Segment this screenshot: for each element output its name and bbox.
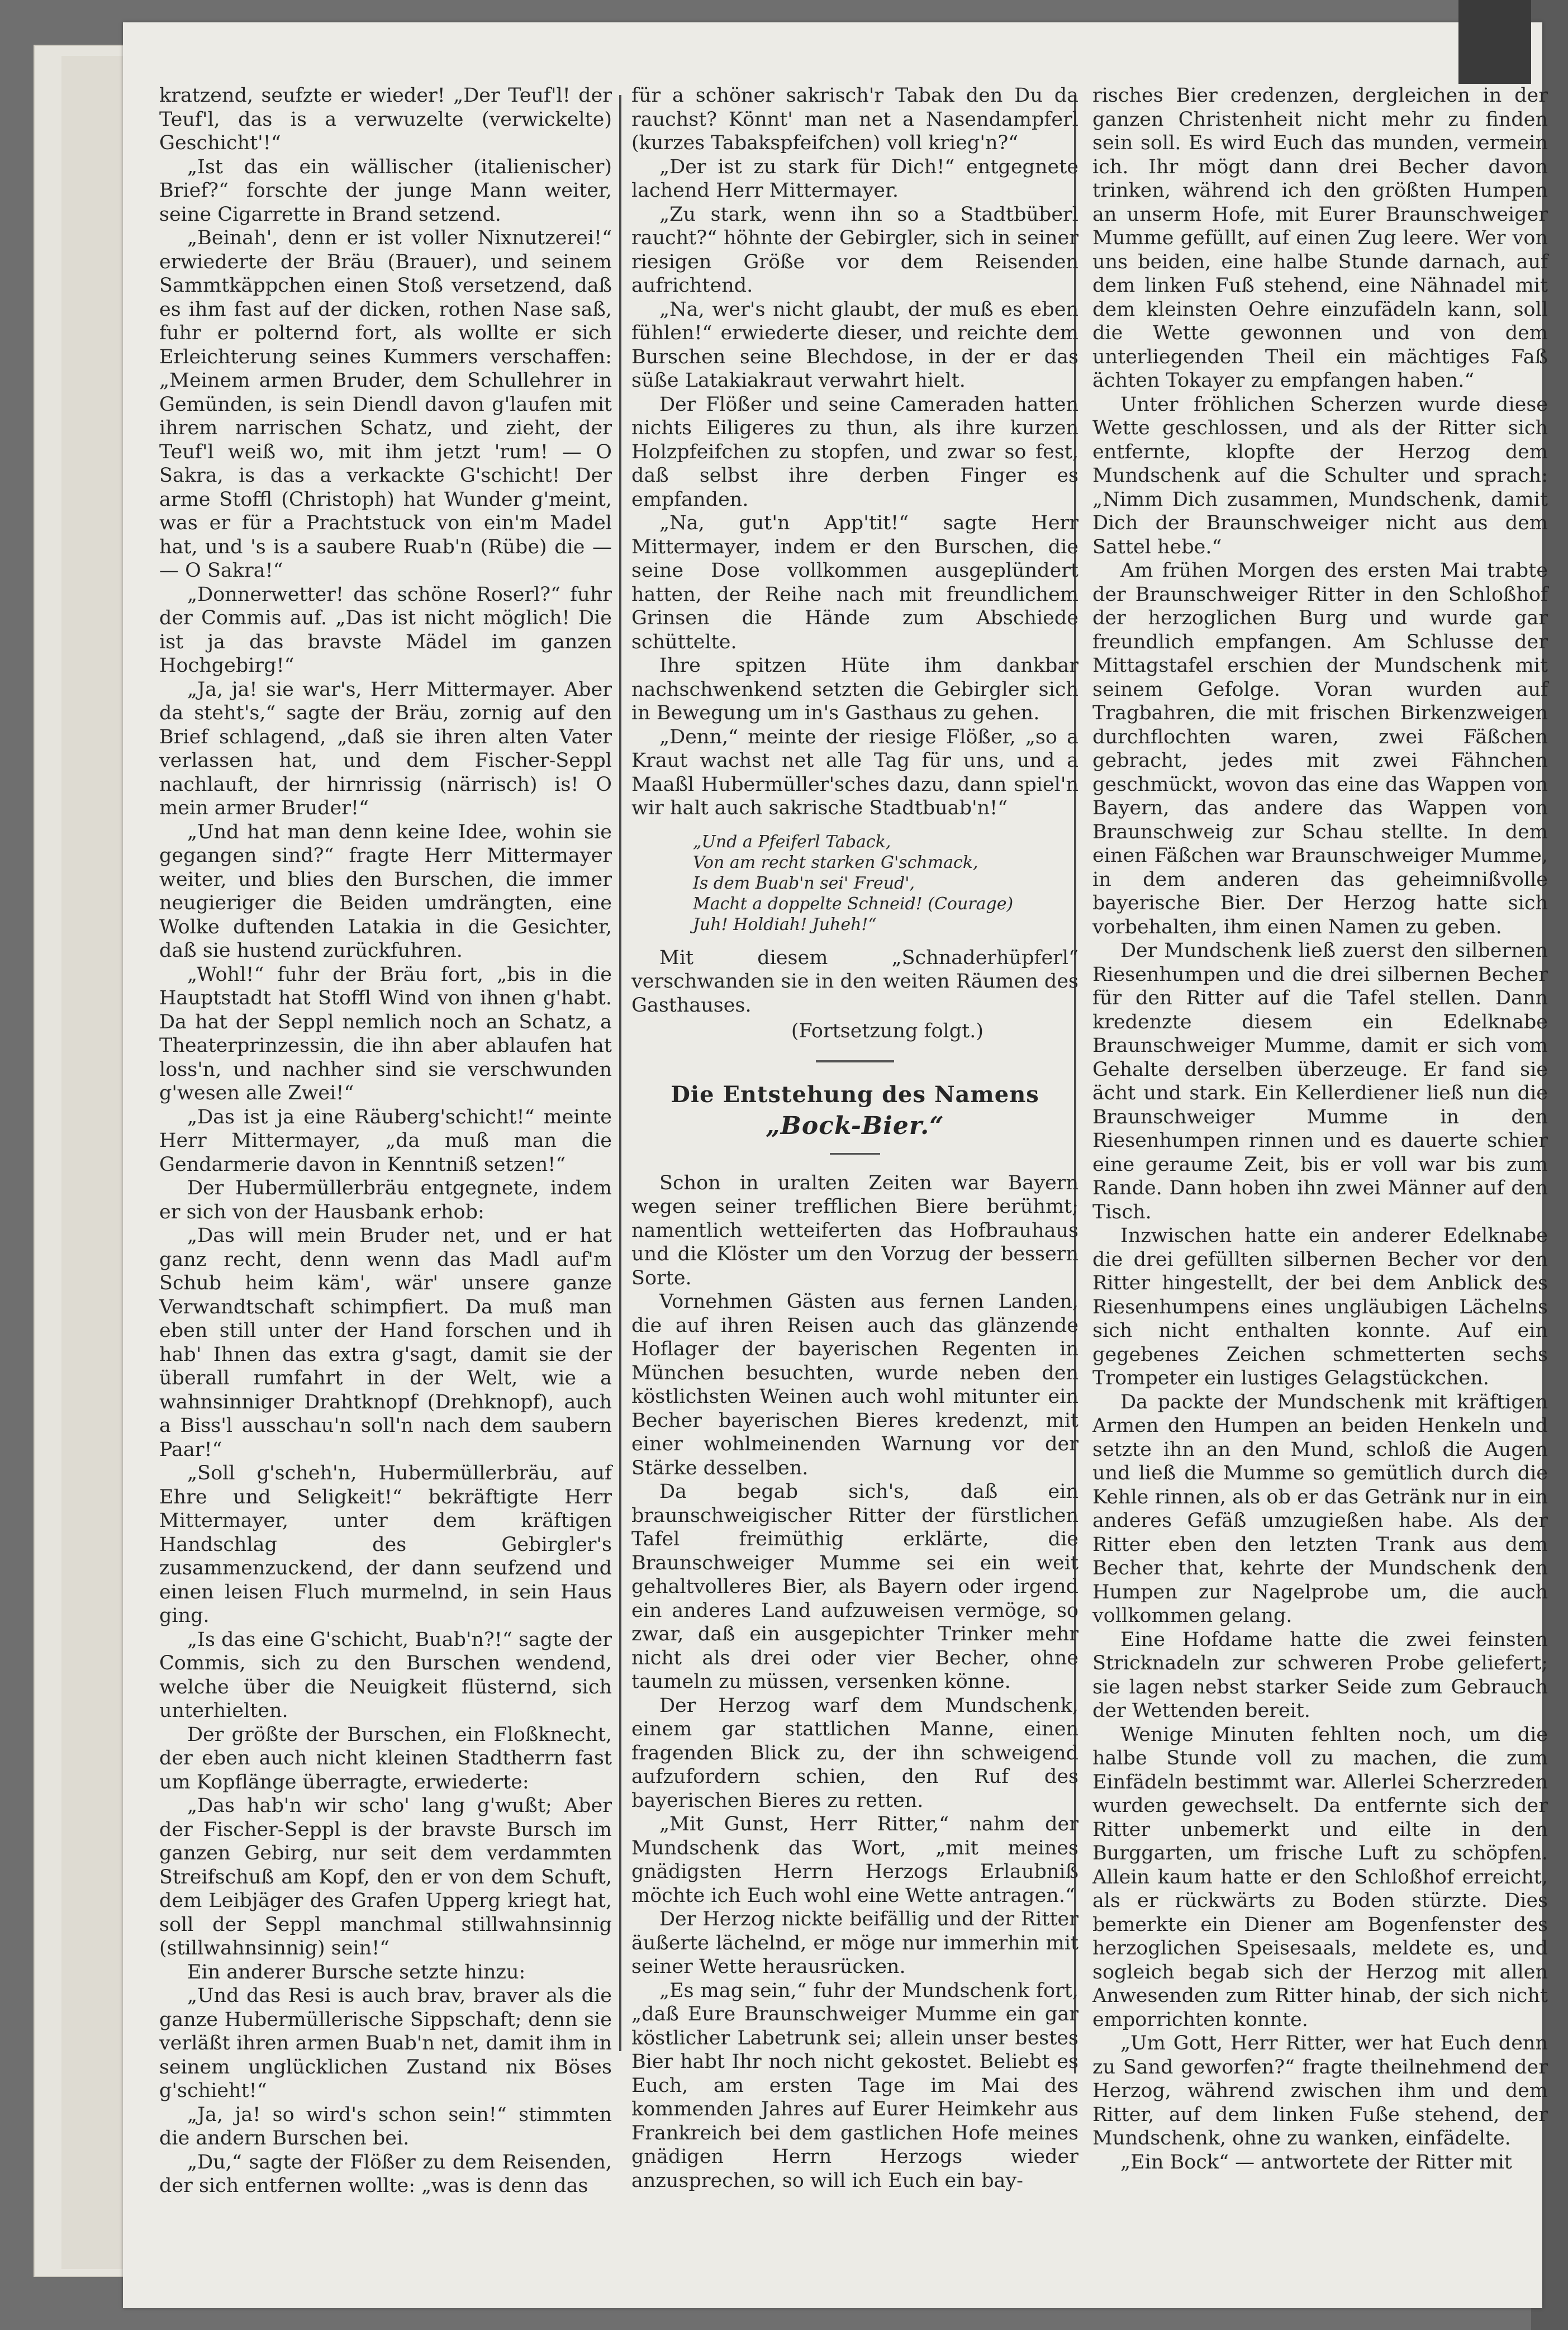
article-body — [631, 1171, 1078, 2193]
paragraph: Vornehmen Gästen aus fernen Landen, die auf ihren Reisen auch das glänzende Hoflager der bayerischen Regenten in München besuchten, wurde neben den köstlichsten Weinen auch wohl mitunter ein Becher bayerischen Bieres kredenzt, mit einer wohlmeinenden Warnung vor der Stärke desselben. — [631, 1290, 1078, 1479]
song-line: Juh! Holdiah! Juheh!“ — [693, 914, 877, 934]
paragraph: „Na, gut'n App'tit!“ sagte Herr Mittermayer, indem er den Burschen, die seine Dose vollkommen ausgeplündert hatten, der Reihe nach mit freundlichem Grinsen die Hände zum Abschiede schüttelte. — [631, 512, 1078, 653]
paragraph: „Ja, ja! so wird's schon sein!“ stimmten die andern Burschen bei. — [159, 2103, 612, 2149]
paragraph: „Und hat man denn keine Idee, wohin sie gegangen sind?“ fragte Herr Mittermayer weiter, und blies den Burschen, die immer neugieriger die Beiden umdrängten, eine Wolke duftenden Latakia in die Gesichter, daß sie hustend zurückfuhren. — [159, 820, 612, 962]
song-line: Von am recht starken G'schmack, — [693, 852, 978, 872]
paragraph: Der größte der Burschen, ein Floßknecht, der eben auch nicht kleinen Stadtherrn fast um Kopflänge überragte, erwiederte: — [159, 1723, 612, 1793]
paragraph: „Na, wer's nicht glaubt, der muß es eben fühlen!“ erwiederte dieser, und reichte dem Burschen seine Blechdose, in der er das süße Latakiakraut verwahrt hielt. — [631, 298, 1078, 392]
paragraph: „Das hab'n wir scho' lang g'wußt; Aber der Fischer-Seppl is der bravste Bursch im ganzen Gebirg, nur seit dem verdammten Streifschuß am Kopf, den er von dem Schuft, dem Leibjäger des Grafen Upperg kriegt hat, soll der Seppl manchmal stillwahnsinnig (stillwahnsinnig) sein!“ — [159, 1795, 612, 1959]
paragraph: „Du,“ sagte der Flößer zu dem Reisenden, der sich entfernen wollte: „was is denn das — [159, 2151, 612, 2197]
paragraph: Schon in uralten Zeiten war Bayern wegen seiner trefflichen Biere berühmt; namentlich wetteiferten das Hofbrauhaus und die Klöster um den Vorzug der bessern Sorte. — [631, 1171, 1078, 1289]
paragraph: „Das will mein Bruder net, und er hat ganz recht, denn wenn das Madl auf'm Schub heim käm', wär' unsere ganze Verwandtschaft schimpfiert. Da muß man eben still unter der Hand forschen und ih hab' Ihnen das extra g'sagt, damit sie der überall rumfahrt in der Welt, wie a wahnsinniger Drahtknopf (Drehknopf), auch a Biss'l ausschau'n soll'n nach dem saubern Paar!“ — [159, 1225, 612, 1461]
story-continuation — [631, 84, 1078, 820]
paragraph: Der Hubermüllerbräu entgegnete, indem er sich von der Hausbank erhob: — [159, 1177, 612, 1223]
column-middle — [631, 84, 1078, 2193]
paragraph: „Mit Gunst, Herr Ritter,“ nahm der Mundschenk das Wort, „mit meines gnädigsten Herrn Herzogs Erlaubniß möchte ich Euch wohl eine Wette antragen.“ — [631, 1813, 1078, 1907]
column-left — [159, 84, 612, 2198]
paragraph: Da begab sich's, daß ein braunschweigischer Ritter der fürstlichen Tafel freimüthig erklärte, die Braunschweiger Mumme sei ein weit gehaltvolleres Bier, als Bayern oder irgend ein anderes Land aufzuweisen vermöge, so zwar, daß ein ausgepichter Trinker mehr nicht als drei oder vier Becher, ohne taumeln zu müssen, versenken könne. — [631, 1480, 1078, 1693]
page-corner-shadow — [1458, 0, 1531, 84]
paragraph: „Der ist zu stark für Dich!“ entgegnete lachend Herr Mittermayer. — [631, 155, 1078, 202]
paragraph: „Zu stark, wenn ihn so a Stadtbüberl raucht?“ höhnte der Gebirgler, sich in seiner riesigen Größe vor dem Reisenden aufrichtend. — [631, 203, 1078, 297]
paragraph: Inzwischen hatte ein anderer Edelknabe die drei gefüllten silbernen Becher vor den Ritter hingestellt, der bei dem Anblick des Riesenhumpens eines ungläubigen Lächelns sich nicht enthalten konnte. Auf ein gegebenes Zeichen schmetterten sechs Trompeter ein lustiges Gelagstückchen. — [1092, 1225, 1548, 1389]
paragraph: für a schöner sakrisch'r Tabak den Du da rauchst? Könnt' man net a Nasendampferl (kurzes Tabakspfeifchen) voll krieg'n?“ — [631, 84, 1078, 154]
paragraph: „Denn,“ meinte der riesige Flößer, „so a Kraut wachst net alle Tag für uns, und a Maaßl Hubermüller'sches dazu, dann spiel'n wir halt auch sakrische Stadtbuab'n!“ — [631, 725, 1078, 819]
headline-subtitle: „Bock-Bier.“ — [766, 1111, 944, 1140]
paragraph: Der Herzog warf dem Mundschenk, einem gar stattlichen Manne, einen fragenden Blick zu, der ihn schweigend aufzufordern schien, den Ruf des bayerischen Bieres zu retten. — [631, 1694, 1078, 1812]
paragraph: Wenige Minuten fehlten noch, um die halbe Stunde voll zu machen, die zum Einfädeln bestimmt war. Allerlei Scherzreden wurden gewechselt. Da entfernte sich der Ritter unbemerkt und eilte in den Burggarten, um frische Luft zu schöpfen. Allein kaum hatte er den Schloßhof erreicht, als er rückwärts zu Boden stürzte. Dies bemerkte ein Diener am Bogenfenster des herzoglichen Speisesaals, meldete es, und sogleich begab sich der Herzog mit allen Anwesenden zum Ritter hinab, der sich nicht emporrichten konnte. — [1092, 1723, 1548, 2031]
paragraph: Eine Hofdame hatte die zwei feinsten Stricknadeln zur schweren Probe geliefert; sie lagen nebst starker Seide zum Gebrauch der Wettenden bereit. — [1092, 1628, 1548, 1722]
paragraph: „Soll g'scheh'n, Hubermüllerbräu, auf Ehre und Seligkeit!“ bekräftigte Herr Mittermayer, unter dem kräftigen Handschlag des Gebirgler's zusammenzuckend, der dann seufzend und einen leisen Fluch murmelnd, in sein Haus ging. — [159, 1462, 612, 1627]
paragraph: risches Bier credenzen, dergleichen in der ganzen Christenheit nicht mehr zu finden sein soll. Es wird Euch das munden, vermein ich. Ihr mögt dann drei Becher davon trinken, während ich den größten Humpen an unserm Hofe, mit Eurer Braunschweiger Mumme gefüllt, auf einen Zug leere. Wer von uns beiden, eine halbe Stunde darnach, auf dem linken Fuß stehend, eine Nähnadel mit dem kleinsten Oehre einzufädeln kann, soll die Wette gewonnen und von dem unterliegenden Theil ein mächtiges Faß ächten Tokayer zu empfangen haben.“ — [1092, 84, 1548, 392]
paragraph: „Ein Bock“ — antwortete der Ritter mit — [1120, 2151, 1512, 2174]
paragraph: „Es mag sein,“ fuhr der Mundschenk fort, „daß Eure Braunschweiger Mumme ein gar köstlicher Labetrunk sei; allein unser bestes Bier habt Ihr noch nicht gekostet. Beliebt es Euch, am ersten Tage im Mai des kommenden Jahres auf Eurer Heimkehr aus Frankreich bei dem gastlichen Hofe meines gnädigen Herrn Herzogs wieder anzusprechen, so will ich Euch ein bay- — [631, 1979, 1078, 2192]
column-rule-left — [619, 95, 621, 2051]
song-verse — [693, 832, 1078, 935]
paragraph: Mit diesem „Schnaderhüpferl“ verschwanden sie in den weiten Räumen des Gasthauses. — [631, 946, 1078, 1017]
paragraph: Ein anderer Bursche setzte hinzu: — [187, 1961, 526, 1983]
headline-rule — [830, 1153, 880, 1155]
paragraph: Unter fröhlichen Scherzen wurde diese Wette geschlossen, und als der Ritter sich entfernte, klopfte der Herzog dem Mundschenk auf die Schulter und sprach: „Nimm Dich zusammen, Mundschenk, damit Dich der Braunschweiger nicht aus dem Sattel hebe.“ — [1092, 393, 1548, 558]
separator-rule — [816, 1060, 894, 1062]
paragraph: „Is das eine G'schicht, Buab'n?!“ sagte der Commis, sich zu den Burschen wendend, welche über die Neuigkeit flüsternd, sich unterhielten. — [159, 1628, 612, 1722]
paragraph: „Das ist ja eine Räuberg'schicht!“ meinte Herr Mittermayer, „da muß man die Gendarmerie davon in Kenntniß setzen!“ — [159, 1105, 612, 1176]
headline-line: Die Entstehung des Namens — [671, 1081, 1039, 1108]
article-headline — [631, 1079, 1078, 1142]
paragraph: Der Herzog nickte beifällig und der Ritter äußerte lächelnd, er möge nur immerhin mit seiner Wette herausrücken. — [631, 1908, 1078, 1978]
song-line: „Und a Pfeiferl Taback, — [693, 832, 891, 852]
paragraph: „Ist das ein wällischer (italienischer) Brief?“ forschte der junge Mann weiter, seine Cigarrette in Brand setzend. — [159, 155, 612, 226]
paragraph: Da packte der Mundschenk mit kräftigen Armen den Humpen an beiden Henkeln und setzte ihn an den Mund, schloß die Augen und ließ die Mumme so gemütlich durch die Kehle rinnen, als ob er das Getränk nur in ein anderes Gefäß umzugießen habe. Als der Ritter eben den letzten Trank aus dem Becher that, kehrte der Mundschenk den Humpen zur Nagelprobe um, die auch vollkommen gelang. — [1092, 1391, 1548, 1627]
song-line: Macht a doppelte Schneid! (Courage) — [693, 894, 1014, 914]
column-right — [1092, 84, 1548, 2174]
paragraph: Am frühen Morgen des ersten Mai trabte der Braunschweiger Ritter in den Schloßhof der herzoglichen Burg und wurde gar freundlich empfangen. Am Schlusse der Mittagstafel erschien der Mundschenk mit seinem Gefolge. Voran wurden auf Tragbahren, die mit frischen Birkenzweigen durchflochten waren, zwei Fäßchen gebracht, jedes mit zwei Fähnchen geschmückt, wovon das eine das Wappen von Bayern, das andere das Wappen von Braunschweig zur Schau stellte. In dem einen Fäßchen war Braunschweiger Mumme, in dem anderen das geheimnißvolle bayerische Bier. Der Herzog hatte sich vorbehalten, ihm einen Namen zu geben. — [1092, 559, 1548, 938]
paragraph: „Donnerwetter! das schöne Roserl?“ fuhr der Commis auf. „Das ist nicht möglich! Die ist ja das bravste Mädel im ganzen Hochgebirg!“ — [159, 583, 612, 677]
paragraph: Ihre spitzen Hüte ihm dankbar nachschwenkend setzten die Gebirgler sich in Bewegung um in's Gasthaus zu gehen. — [631, 654, 1078, 724]
song-line: Is dem Buab'n sei' Freud', — [693, 873, 915, 893]
paragraph: Der Mundschenk ließ zuerst den silbernen Riesenhumpen und die drei silbernen Becher für den Ritter auf die Tafel stellen. Dann kredenzte diesem ein Edelknabe Braunschweiger Mumme, damit er sich vom Gehalte derselben überzeuge. Er fand sie ächt und stark. Ein Kellerdiener ließ nun die Braunschweiger Mumme in den Riesenhumpen rinnen und es dauerte schier eine geraume Zeit, bis er voll war bis zum Rande. Dann hoben ihn zwei Männer auf den Tisch. — [1092, 939, 1548, 1223]
paragraph: „Und das Resi is auch brav, braver als die ganze Hubermüllerische Sippschaft; denn sie verläßt ihren armen Buab'n net, damit ihm in seinem unglücklichen Zustand nix Böses g'schieht!“ — [159, 1985, 612, 2102]
paragraph: „Wohl!“ fuhr der Bräu fort, „bis in die Hauptstadt hat Stoffl Wind von ihnen g'habt. Da hat der Seppl nemlich noch an Schatz, a Theaterprinzessin, die ihn aber ablaufen hat loss'n, und nachher sind sie verschwunden g'wesen alle Zwei!“ — [159, 963, 612, 1104]
continuation-note: (Fortsetzung folgt.) — [791, 1020, 983, 1042]
paragraph: Der Flößer und seine Cameraden hatten nichts Eiligeres zu thun, als ihre kurzen Holzpfeifchen zu stopfen, und zwar so fest, daß selbst ihre derben Finger es empfanden. — [631, 393, 1078, 511]
paragraph: „Um Gott, Herr Ritter, wer hat Euch denn zu Sand geworfen?“ fragte theilnehmend der Herzog, während zwischen ihm und dem Ritter, auf dem linken Fuße stehend, der Mundschenk, ohne zu wanken, einfädelte. — [1092, 2032, 1548, 2149]
paragraph: kratzend, seufzte er wieder! „Der Teuf'l! der Teuf'l, das is a verwuzelte (verwickelte) Geschicht'!“ — [159, 84, 612, 154]
paragraph: „Beinah', denn er ist voller Nixnutzerei!“ erwiederte der Bräu (Brauer), und seinem Sammtkäppchen einen Stoß versetzend, daß es ihm fast auf der dicken, rothen Nase saß, fuhr er polternd fort, als wollte er sich Erleichterung seines Kummers verschaffen: „Meinem armen Bruder, dem Schullehrer in Gemünden, is sein Diendl davon g'laufen mit ihrem narrischen Schatz, und zieht, der Teuf'l weiß wo, mit ihm jetzt 'rum! — O Sakra, is das a verkackte G'schicht! Der arme Stoffl (Christoph) hat Wunder g'meint, was er für a Prachtstuck von ein'm Madel hat, und 's is a saubere Ruab'n (Rübe) die — — O Sakra!“ — [159, 227, 612, 582]
paragraph: „Ja, ja! sie war's, Herr Mittermayer. Aber da steht's,“ sagte der Bräu, zornig auf den Brief schlagend, „daß sie ihren alten Vater verlassen hat, und dem Fischer-Seppl nachlauft, der hirnrissig (närrisch) is! O mein armer Bruder!“ — [159, 678, 612, 819]
